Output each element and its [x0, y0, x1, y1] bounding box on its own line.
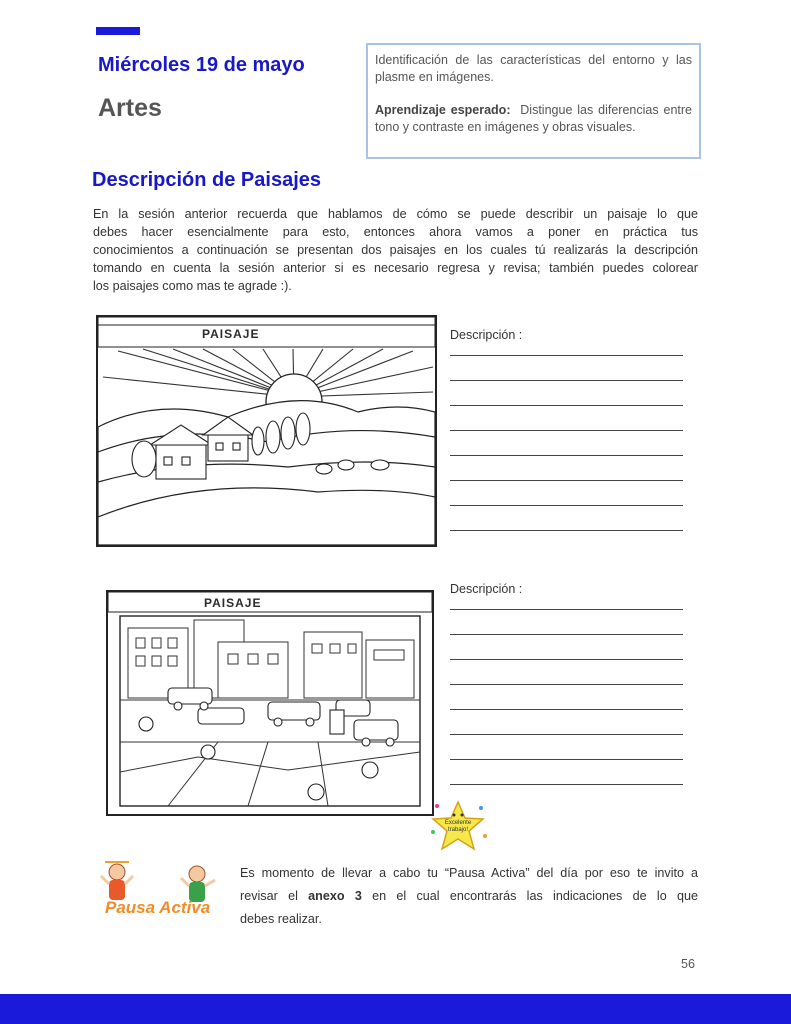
writing-line[interactable] [450, 759, 683, 760]
writing-line[interactable] [450, 480, 683, 481]
expected-learning [375, 102, 692, 136]
writing-line[interactable] [450, 430, 683, 431]
intro-paragraph [93, 205, 698, 295]
badge-text: Excelente [444, 820, 472, 826]
description-label: Descripción : [450, 328, 523, 342]
writing-line[interactable] [450, 505, 683, 506]
intro-line: conocimientos a continuación se presentan dos paisajes en los cuales tú realizarás la descripción [93, 243, 698, 257]
writing-line[interactable] [450, 355, 683, 356]
page-number: 56 [681, 957, 695, 971]
expected-label: Aprendizaje esperado: [375, 103, 511, 117]
pausa-line: Es momento de llevar a cabo tu “Pausa Activa” del día por eso te invito a [240, 866, 698, 880]
writing-line[interactable] [450, 684, 683, 685]
pausa-paragraph [240, 862, 698, 931]
writing-line[interactable] [450, 530, 683, 531]
intro-line: debes hacer esencialmente para esto, entonces ahora vamos a poner en práctica tus [93, 225, 698, 239]
intro-line: En la sesión anterior recuerda que hablamos de cómo se puede describir un paisaje lo que [93, 207, 698, 221]
description-label: Descripción : [450, 582, 523, 596]
intro-line: los paisajes como mas te agrade :). [93, 279, 292, 293]
writing-line[interactable] [450, 709, 683, 710]
badge-text: trabajo! [447, 827, 468, 833]
bottom-accent-bar [0, 994, 791, 1024]
pausa-line: debes realizar. [240, 912, 322, 926]
city-drawing [108, 592, 432, 814]
writing-line[interactable] [450, 734, 683, 735]
landscape-caption: PAISAJE [204, 596, 262, 610]
writing-line[interactable] [450, 455, 683, 456]
section-title: Descripción de Paisajes [92, 169, 322, 191]
countryside-drawing [98, 317, 435, 545]
anexo-reference: anexo 3 [308, 889, 362, 903]
city-landscape-image [106, 590, 434, 816]
top-accent-bar [96, 27, 140, 35]
pausa-logo-text: Pausa Activa [105, 898, 211, 917]
writing-line[interactable] [450, 380, 683, 381]
writing-line[interactable] [450, 634, 683, 635]
writing-line[interactable] [450, 405, 683, 406]
objective-box [366, 43, 701, 159]
expected-text: Distingue las diferencias entre tono y contraste en imágenes y obras visuales. [375, 103, 692, 134]
subject-title: Artes [98, 94, 162, 122]
landscape-caption: PAISAJE [202, 327, 260, 341]
star-badge-icon [427, 798, 489, 856]
lesson-date: Miércoles 19 de mayo [98, 54, 305, 76]
countryside-landscape-image [96, 315, 437, 547]
pausa-activa-logo [99, 858, 231, 920]
writing-line[interactable] [450, 784, 683, 785]
writing-line[interactable] [450, 609, 683, 610]
pausa-line: revisar el anexo 3 en el cual encontrarás las indicaciones de lo que [240, 889, 699, 903]
writing-line[interactable] [450, 659, 683, 660]
intro-line: tomando en cuenta la sesión anterior si es necesario regresa y revisa; también puedes colorear [93, 261, 698, 275]
objective-text: Identificación de las características del entorno y las plasme en imágenes. [375, 53, 692, 84]
